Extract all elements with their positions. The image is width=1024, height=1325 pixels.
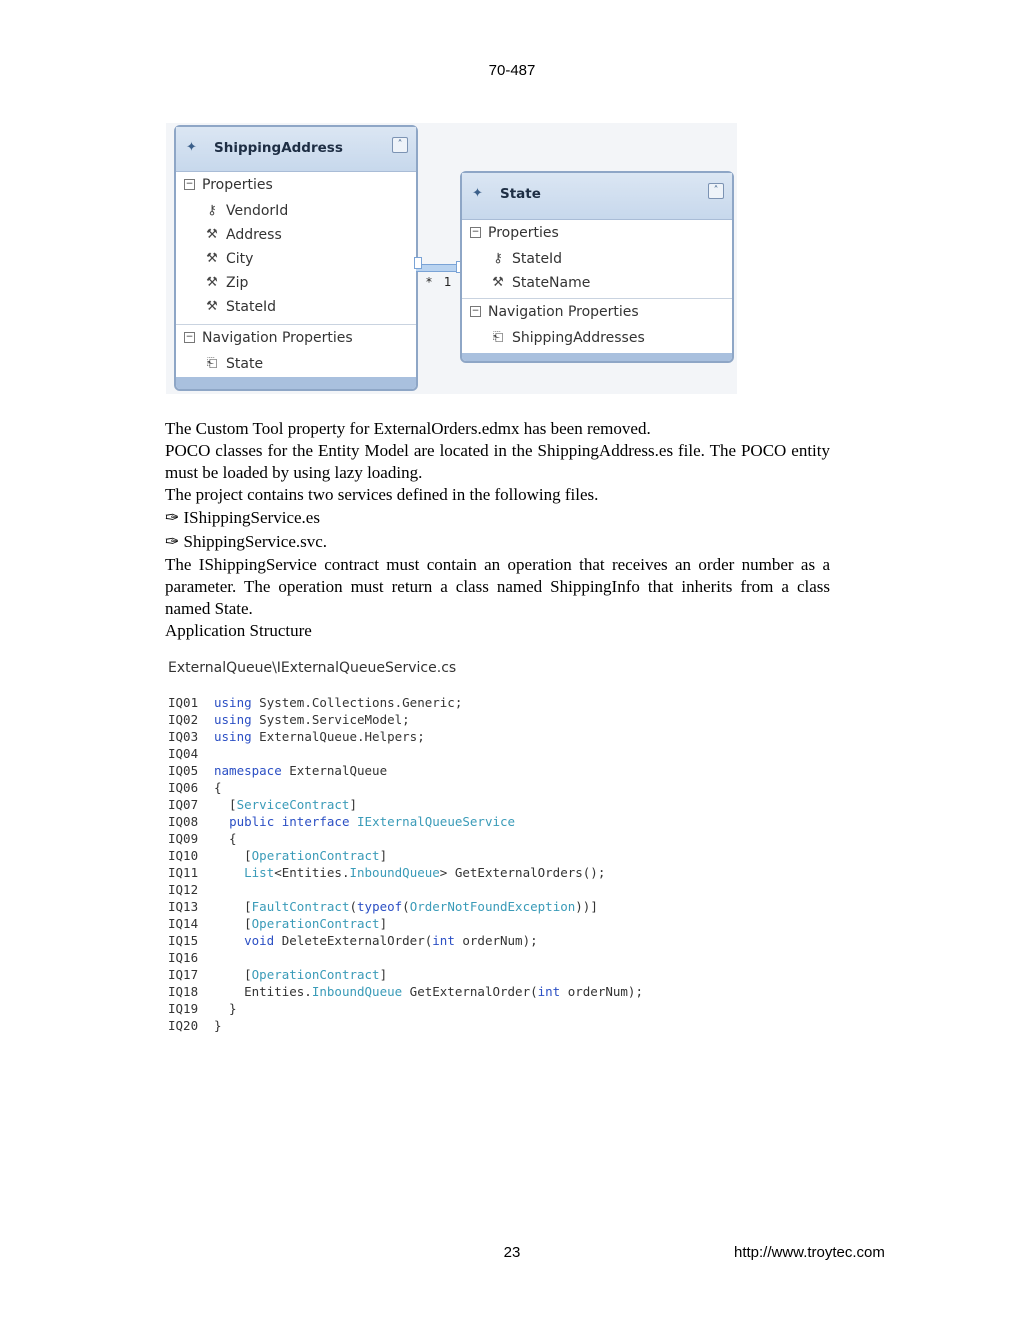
line-number: IQ19 — [168, 1001, 199, 1016]
paragraph: The project contains two services defined in the following files. — [165, 485, 599, 504]
code-line — [168, 830, 748, 847]
code-text: ExternalQueue — [281, 763, 388, 778]
key-icon: ⚷ — [493, 251, 503, 266]
code-keyword: using — [214, 729, 252, 744]
code-text: } — [214, 1018, 222, 1033]
line-number: IQ05 — [168, 763, 199, 778]
code-line — [168, 983, 748, 1000]
line-number: IQ10 — [168, 848, 199, 863]
collapse-icon[interactable]: ˄ — [392, 137, 408, 153]
page-number: 23 — [503, 1244, 521, 1261]
code-text: > GetExternalOrders(); — [439, 865, 606, 880]
code-type: IExternalQueueService — [357, 814, 516, 829]
code-line — [168, 864, 748, 881]
code-keyword: using — [214, 695, 252, 710]
property-row[interactable] — [176, 248, 416, 272]
code-type: OperationContract — [251, 967, 380, 982]
code-line — [168, 932, 748, 949]
code-type: OperationContract — [251, 848, 380, 863]
collapse-minus-icon[interactable]: − — [471, 306, 480, 316]
properties-section — [176, 172, 416, 325]
code-text: ExternalQueue.Helpers; — [251, 729, 425, 744]
code-file-title: ExternalQueue\IExternalQueueService.cs — [168, 660, 457, 676]
code-keyword: int — [537, 984, 561, 999]
property-label: Zip — [226, 275, 249, 291]
code-line — [168, 915, 748, 932]
code-line — [168, 813, 748, 830]
code-text: System.Collections.Generic; — [251, 695, 463, 710]
property-label: StateName — [512, 275, 591, 291]
navigation-section — [462, 299, 732, 351]
code-text — [214, 814, 229, 829]
code-text: ] — [379, 967, 388, 982]
navigation-icon: ⎗ — [206, 356, 218, 371]
paragraph: The IShippingService contract must contain an operation that receives an order number as a parameter. The operation must return a class named ShippingInfo that inherits from a class named State. — [165, 555, 830, 618]
wrench-icon: ⚒ — [206, 275, 218, 290]
navigation-property-label: ShippingAddresses — [512, 330, 645, 346]
wrench-icon: ⚒ — [492, 275, 504, 290]
code-text — [349, 814, 357, 829]
association-end-left — [414, 257, 422, 269]
code-keyword: int — [432, 933, 455, 948]
code-text: ( — [349, 899, 358, 914]
code-text: orderNum); — [454, 933, 538, 948]
code-text: [ — [214, 797, 237, 812]
bullet-item: ✑ IShippingService.es — [165, 508, 320, 527]
collapse-minus-icon[interactable]: − — [471, 227, 480, 237]
code-keyword: typeof — [357, 899, 403, 914]
code-text: ] — [349, 797, 357, 812]
code-line — [168, 745, 748, 762]
section-title — [462, 299, 732, 327]
code-line — [168, 762, 748, 779]
entity-state[interactable] — [460, 171, 734, 363]
line-number: IQ14 — [168, 916, 199, 931]
line-number: IQ17 — [168, 967, 199, 982]
code-text: orderNum); — [560, 984, 643, 999]
code-text: [ — [214, 967, 252, 982]
property-row[interactable] — [176, 272, 416, 296]
property-label: Address — [226, 227, 282, 243]
code-type: OperationContract — [251, 916, 380, 931]
properties-label: Properties — [488, 225, 559, 241]
code-line — [168, 847, 748, 864]
code-line — [168, 728, 748, 745]
code-line — [168, 1017, 748, 1034]
code-text: [ — [214, 848, 252, 863]
code-type: List — [244, 865, 275, 880]
code-text: GetExternalOrder( — [402, 984, 538, 999]
code-line — [168, 881, 748, 898]
code-text: [ — [214, 916, 252, 931]
line-number: IQ18 — [168, 984, 199, 999]
property-label: StateId — [512, 251, 563, 267]
key-icon: ⚷ — [207, 203, 217, 218]
association-line[interactable] — [416, 264, 460, 272]
code-line — [168, 966, 748, 983]
code-line — [168, 779, 748, 796]
code-type: InboundQueue — [311, 984, 403, 999]
code-keyword: void — [244, 933, 275, 948]
code-text: } — [214, 1001, 237, 1016]
code-type: InboundQueue — [349, 865, 440, 880]
entity-diagram — [166, 123, 737, 394]
navigation-row[interactable] — [462, 327, 732, 351]
code-text: System.ServiceModel; — [251, 712, 410, 727]
body-text — [165, 418, 830, 642]
navigation-label: Navigation Properties — [202, 330, 353, 346]
collapse-icon[interactable]: ˄ — [708, 183, 724, 199]
code-text: ( — [402, 899, 410, 914]
line-number: IQ06 — [168, 780, 199, 795]
line-number: IQ04 — [168, 746, 199, 761]
code-line — [168, 1000, 748, 1017]
code-line — [168, 898, 748, 915]
code-text: { — [214, 831, 237, 846]
code-type: FaultContract — [251, 899, 350, 914]
wrench-icon: ⚒ — [206, 251, 218, 266]
line-number: IQ15 — [168, 933, 199, 948]
navigation-label: Navigation Properties — [488, 304, 639, 320]
footer-url[interactable]: http://www.troytec.com — [734, 1244, 885, 1261]
entity-type-icon: ✦ — [186, 140, 197, 155]
line-number: IQ08 — [168, 814, 199, 829]
property-row[interactable] — [176, 224, 416, 248]
properties-section — [462, 220, 732, 299]
wrench-icon: ⚒ — [206, 299, 218, 314]
property-label: VendorId — [226, 203, 289, 219]
code-text: ))] — [575, 899, 598, 914]
entity-shipping-address[interactable] — [174, 125, 418, 391]
code-text: [ — [214, 899, 252, 914]
code-keyword: using — [214, 712, 252, 727]
navigation-row[interactable] — [176, 353, 416, 377]
code-text: <Entities. — [274, 865, 350, 880]
entity-header — [176, 127, 416, 172]
line-number: IQ16 — [168, 950, 199, 965]
code-keyword: namespace — [214, 763, 282, 778]
code-text — [214, 865, 244, 880]
code-listing — [168, 660, 748, 1034]
code-text: ] — [379, 916, 388, 931]
navigation-section — [176, 325, 416, 377]
property-row[interactable] — [176, 296, 416, 320]
code-text: ] — [379, 848, 388, 863]
property-label: City — [226, 251, 254, 267]
entity-footer — [462, 353, 732, 361]
properties-label: Properties — [202, 177, 273, 193]
property-row[interactable] — [462, 248, 732, 272]
line-number: IQ07 — [168, 797, 199, 812]
page-header-code: 70-487 — [488, 62, 536, 79]
line-number: IQ09 — [168, 831, 199, 846]
line-number: IQ03 — [168, 729, 199, 744]
navigation-icon: ⎗ — [492, 330, 504, 345]
collapse-minus-icon[interactable]: − — [185, 332, 194, 342]
wrench-icon: ⚒ — [206, 227, 218, 242]
code-keyword: public interface — [229, 814, 350, 829]
paragraph: Application Structure — [165, 621, 312, 640]
line-number: IQ11 — [168, 865, 199, 880]
paragraph: POCO classes for the Entity Model are located in the ShippingAddress.es file. The POCO entity must be loaded by using lazy loading. — [165, 441, 830, 482]
code-line — [168, 796, 748, 813]
bullet-item: ✑ ShippingService.svc. — [165, 532, 328, 551]
entity-header — [462, 173, 732, 220]
code-text: Entities. — [214, 984, 312, 999]
code-type: OrderNotFoundException — [409, 899, 576, 914]
code-line — [168, 694, 748, 711]
code-type: ServiceContract — [236, 797, 350, 812]
property-row[interactable] — [176, 200, 416, 224]
entity-type-icon: ✦ — [472, 186, 483, 201]
line-number: IQ13 — [168, 899, 199, 914]
entity-title: ShippingAddress — [214, 140, 343, 156]
code-text: DeleteExternalOrder( — [274, 933, 433, 948]
section-title — [462, 220, 732, 248]
line-number: IQ12 — [168, 882, 199, 897]
navigation-property-label: State — [226, 356, 264, 372]
section-title — [176, 172, 416, 200]
code-lines — [168, 694, 748, 1034]
section-title — [176, 325, 416, 353]
line-number: IQ02 — [168, 712, 199, 727]
code-line — [168, 949, 748, 966]
property-row[interactable] — [462, 272, 732, 296]
code-text — [214, 933, 244, 948]
collapse-minus-icon[interactable]: − — [185, 179, 194, 189]
code-text: { — [214, 780, 222, 795]
multiplicity-label: * 1 — [426, 275, 456, 289]
line-number: IQ01 — [168, 695, 199, 710]
entity-title: State — [500, 186, 541, 202]
code-line — [168, 711, 748, 728]
entity-footer — [176, 377, 416, 389]
property-label: StateId — [226, 299, 277, 315]
line-number: IQ20 — [168, 1018, 199, 1033]
paragraph: The Custom Tool property for ExternalOrders.edmx has been removed. — [165, 419, 651, 438]
